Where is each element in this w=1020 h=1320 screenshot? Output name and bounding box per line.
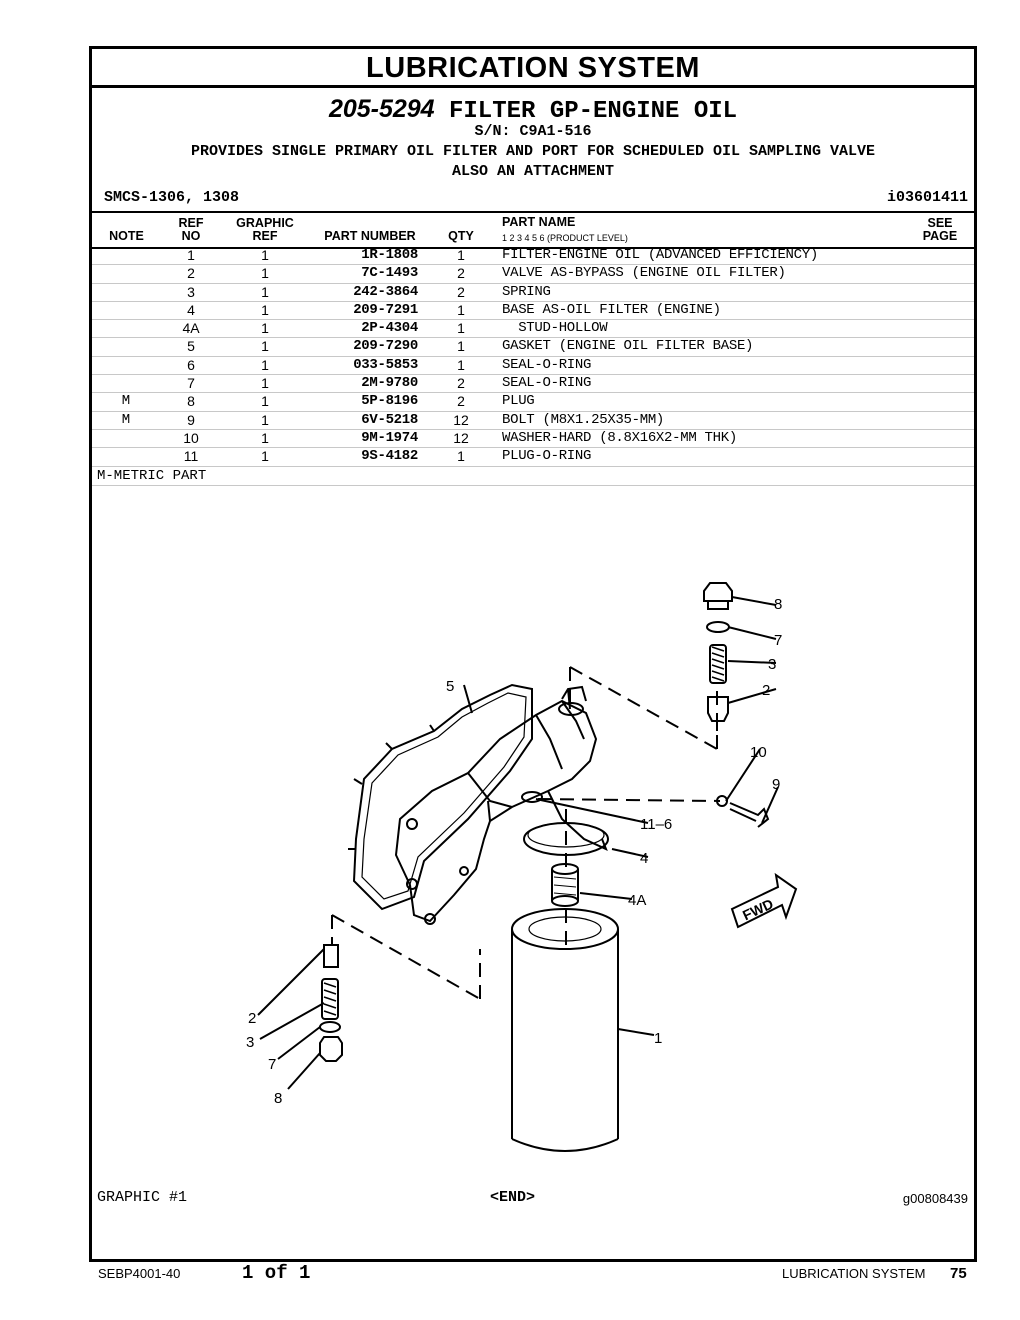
cell-ref: 5: [187, 338, 195, 355]
callout-9: 9: [772, 776, 781, 793]
cell-ref: 6: [187, 356, 195, 373]
col-ref-top: REF: [178, 216, 204, 230]
cell-part-number: 6V-5218: [361, 411, 418, 428]
serial-number: S/N: C9A1-516: [474, 123, 592, 140]
cell-qty: 1: [457, 320, 465, 337]
cell-qty: 2: [457, 265, 465, 282]
callout-3-bottom: 3: [246, 1034, 255, 1051]
cell-qty: 12: [453, 429, 469, 446]
cell-graphic: 1: [261, 356, 269, 373]
cell-graphic: 1: [261, 393, 269, 410]
cell-name: BOLT (M8X1.25X35-MM): [502, 411, 665, 428]
col-ref-bottom: NO: [181, 229, 201, 243]
cell-part-number: 033-5853: [353, 356, 418, 373]
page-frame: [89, 46, 977, 1262]
footnote: M-METRIC PART: [92, 467, 974, 486]
plug-top: [704, 583, 732, 601]
oil-filter: [512, 929, 618, 1139]
smcs-code: SMCS-1306, 1308: [104, 189, 240, 206]
cell-name: VALVE AS-BYPASS (ENGINE OIL FILTER): [502, 265, 786, 282]
cell-name: SPRING: [502, 283, 551, 300]
callout-2-top: 2: [762, 682, 771, 699]
callout-1: 1: [654, 1030, 663, 1047]
cell-qty: 1: [457, 448, 465, 465]
cell-ref: 9: [187, 411, 195, 428]
cell-graphic: 1: [261, 411, 269, 428]
cell-note: M: [121, 411, 131, 428]
graphic-label: GRAPHIC #1: [97, 1189, 188, 1206]
callout-7-top: 7: [774, 632, 783, 649]
gasket: [354, 685, 532, 909]
cell-qty: 2: [457, 283, 465, 300]
col-graphic-bottom: REF: [252, 229, 278, 243]
col-product-level: 1 2 3 4 5 6 (PRODUCT LEVEL): [502, 233, 628, 243]
callout-11-6: 11–6: [640, 816, 673, 833]
description-line-2: ALSO AN ATTACHMENT: [451, 163, 615, 180]
cell-qty: 12: [453, 411, 469, 428]
cell-part-number: 209-7290: [353, 338, 418, 355]
fwd-label: FWD: [739, 895, 776, 924]
cell-ref: 8: [187, 393, 195, 410]
spring-top: [712, 647, 724, 681]
cell-graphic: 1: [261, 283, 269, 300]
cell-graphic: 1: [261, 247, 269, 263]
cell-part-number: 7C-1493: [361, 265, 418, 282]
col-see-bottom: PAGE: [922, 229, 958, 243]
cell-part-number: 5P-8196: [361, 393, 418, 410]
cell-qty: 1: [457, 356, 465, 373]
footer-pages: 1 of 1: [242, 1262, 311, 1284]
cell-ref: 10: [183, 429, 199, 446]
cell-part-number: 242-3864: [353, 283, 418, 300]
footer-doc-id: SEBP4001-40: [98, 1266, 181, 1281]
footer-section: LUBRICATION SYSTEM: [782, 1266, 926, 1281]
cell-ref: 1: [187, 247, 195, 263]
cell-part-number: 1R-1808: [361, 247, 418, 263]
cell-ref: 4: [187, 301, 195, 318]
group-part-number: 205-5294: [328, 95, 435, 123]
cell-graphic: 1: [261, 338, 269, 355]
cell-part-number: 9M-1974: [361, 429, 418, 446]
cell-ref: 7: [187, 375, 195, 392]
cell-name: PLUG: [502, 393, 535, 410]
cell-ref: 2: [187, 265, 195, 282]
cell-note: M: [121, 393, 131, 410]
cell-graphic: 1: [261, 301, 269, 318]
cell-qty: 1: [457, 338, 465, 355]
footer-page-number: 75: [950, 1265, 967, 1282]
cell-qty: 1: [457, 247, 465, 263]
callout-2-bottom: 2: [248, 1010, 257, 1027]
col-qty: QTY: [448, 229, 474, 243]
cell-ref: 11: [183, 448, 199, 465]
bolt: [730, 803, 768, 827]
cell-name: SEAL-O-RING: [502, 375, 592, 392]
cell-graphic: 1: [261, 265, 269, 282]
cell-part-number: 9S-4182: [361, 448, 418, 465]
col-see-top: SEE: [927, 216, 953, 230]
cell-name: BASE AS-OIL FILTER (ENGINE): [502, 301, 721, 318]
end-label: <END>: [490, 1189, 536, 1206]
cell-name: STUD-HOLLOW: [502, 320, 608, 337]
section-title: LUBRICATION SYSTEM: [92, 49, 974, 88]
col-part-name: PART NAME: [502, 215, 576, 229]
cell-part-number: 2M-9780: [361, 375, 418, 392]
graphic-id: g00808439: [902, 1191, 968, 1206]
col-note: NOTE: [109, 229, 144, 243]
callout-8-bottom: 8: [274, 1090, 283, 1107]
cell-qty: 2: [457, 393, 465, 410]
cell-ref: 4A: [182, 320, 200, 337]
cell-graphic: 1: [261, 375, 269, 392]
callout-4: 4: [640, 850, 649, 867]
info-id: i03601411: [886, 189, 968, 206]
callout-7-bottom: 7: [268, 1056, 277, 1073]
cell-graphic: 1: [261, 429, 269, 446]
exploded-view-diagram: [92, 49, 974, 1259]
callout-5: 5: [446, 678, 455, 695]
cell-name: GASKET (ENGINE OIL FILTER BASE): [502, 338, 754, 355]
valve-bottom: [324, 945, 338, 967]
cell-name: PLUG-O-RING: [502, 448, 592, 465]
cell-qty: 2: [457, 375, 465, 392]
cell-name: FILTER-ENGINE OIL (ADVANCED EFFICIENCY): [502, 247, 818, 263]
cell-ref: 3: [187, 283, 195, 300]
callout-3-top: 3: [768, 656, 777, 673]
cell-part-number: 2P-4304: [361, 320, 418, 337]
col-graphic-top: GRAPHIC: [236, 216, 294, 230]
description-line-1: PROVIDES SINGLE PRIMARY OIL FILTER AND PORT FOR SCHEDULED OIL SAMPLING VALVE: [190, 143, 876, 160]
callout-4a: 4A: [628, 892, 647, 909]
cell-part-number: 209-7291: [353, 301, 418, 318]
cell-graphic: 1: [261, 320, 269, 337]
group-name: FILTER GP-ENGINE OIL: [449, 98, 738, 125]
cell-graphic: 1: [261, 448, 269, 465]
cell-name: WASHER-HARD (8.8X16X2-MM THK): [502, 429, 737, 446]
plug-bottom: [320, 1037, 342, 1061]
cell-qty: 1: [457, 301, 465, 318]
callout-8-top: 8: [774, 596, 783, 613]
callout-10: 10: [750, 744, 767, 761]
cell-name: SEAL-O-RING: [502, 356, 592, 373]
col-part-number: PART NUMBER: [324, 229, 416, 243]
